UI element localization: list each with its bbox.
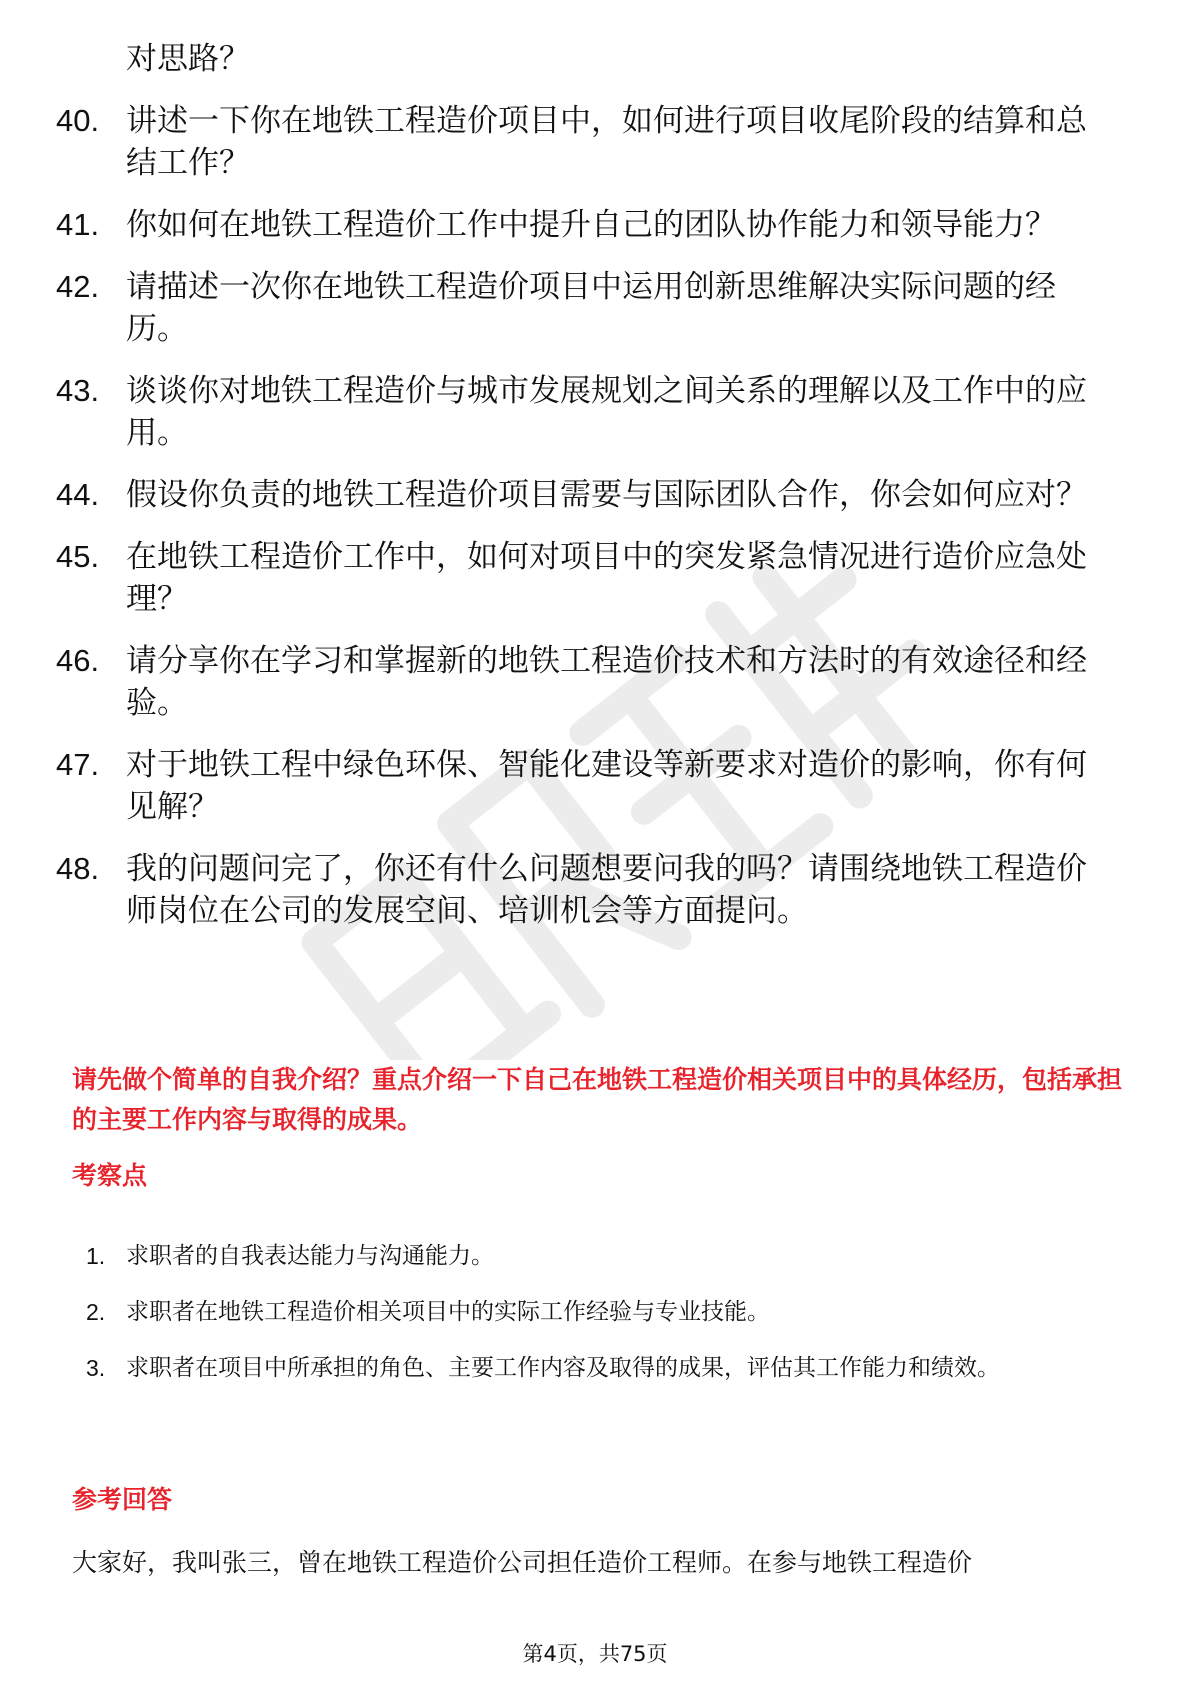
question-number: 48.: [56, 851, 100, 886]
question-text: 我的问题问完了，你还有什么问题想要问我的吗？请围绕地铁工程造价师岗位在公司的发展空间、培训机会等方面提问。: [126, 851, 1087, 929]
list-item: [0, 848, 1106, 932]
question-list: [0, 38, 1190, 952]
question-number: 42.: [56, 269, 100, 304]
question-number: 47.: [56, 747, 100, 782]
point-number: 1.: [86, 1243, 106, 1269]
question-number: 41.: [56, 207, 100, 242]
question-number: 44.: [56, 477, 100, 512]
question-text: 谈谈你对地铁工程造价与城市发展规划之间关系的理解以及工作中的应用。: [126, 373, 1087, 451]
question-number: 46.: [56, 643, 100, 678]
list-item: [0, 474, 1106, 516]
question-text: 请分享你在学习和掌握新的地铁工程造价技术和方法时的有效途径和经验。: [126, 643, 1087, 721]
page-footer: 第4页，共75页: [522, 1642, 668, 1666]
question-number: 40.: [56, 103, 100, 138]
considerations-list: [0, 1228, 1190, 1396]
considerations-title: 考察点: [72, 1161, 148, 1190]
question-headline: 请先做个简单的自我介绍？重点介绍一下自己在地铁工程造价相关项目中的具体经历，包括承担的主要工作内容与取得的成果。: [72, 1065, 1123, 1134]
question-text: 在地铁工程造价工作中，如何对项目中的突发紧急情况进行造价应急处理？: [126, 539, 1087, 617]
list-item: [0, 640, 1106, 724]
list-item: [0, 266, 1106, 350]
reference-answer-text: 大家好，我叫张三，曾在地铁工程造价公司担任造价工程师。在参与地铁工程造价: [72, 1548, 973, 1577]
question-number: 45.: [56, 539, 100, 574]
list-item: [0, 536, 1106, 620]
question-text: 你如何在地铁工程造价工作中提升自己的团队协作能力和领导能力？: [126, 207, 1056, 243]
list-item: [0, 744, 1106, 828]
list-item: [0, 370, 1106, 454]
point-text: 求职者在项目中所承担的角色、主要工作内容及取得的成果，评估其工作能力和绩效。: [126, 1355, 1000, 1381]
point-number: 2.: [86, 1299, 106, 1325]
point-number: 3.: [86, 1355, 106, 1381]
list-item: [0, 1228, 1106, 1284]
question-text: 讲述一下你在地铁工程造价项目中，如何进行项目收尾阶段的结算和总结工作？: [126, 103, 1087, 181]
question-number: 43.: [56, 373, 100, 408]
question-text: 对于地铁工程中绿色环保、智能化建设等新要求对造价的影响，你有何见解？: [126, 747, 1087, 825]
question-text: 假设你负责的地铁工程造价项目需要与国际团队合作，你会如何应对？: [126, 477, 1087, 513]
list-item: [0, 1284, 1106, 1340]
list-item: [0, 100, 1106, 184]
reference-answer-title: 参考回答: [72, 1485, 173, 1514]
list-item: [0, 204, 1106, 246]
point-text: 求职者的自我表达能力与沟通能力。: [126, 1243, 494, 1269]
question-text: 对思路？: [126, 41, 250, 77]
question-text: 请描述一次你在地铁工程造价项目中运用创新思维解决实际问题的经历。: [126, 269, 1056, 347]
list-item: [0, 1340, 1106, 1396]
point-text: 求职者在地铁工程造价相关项目中的实际工作经验与专业技能。: [126, 1299, 770, 1325]
list-item: [0, 38, 1106, 80]
